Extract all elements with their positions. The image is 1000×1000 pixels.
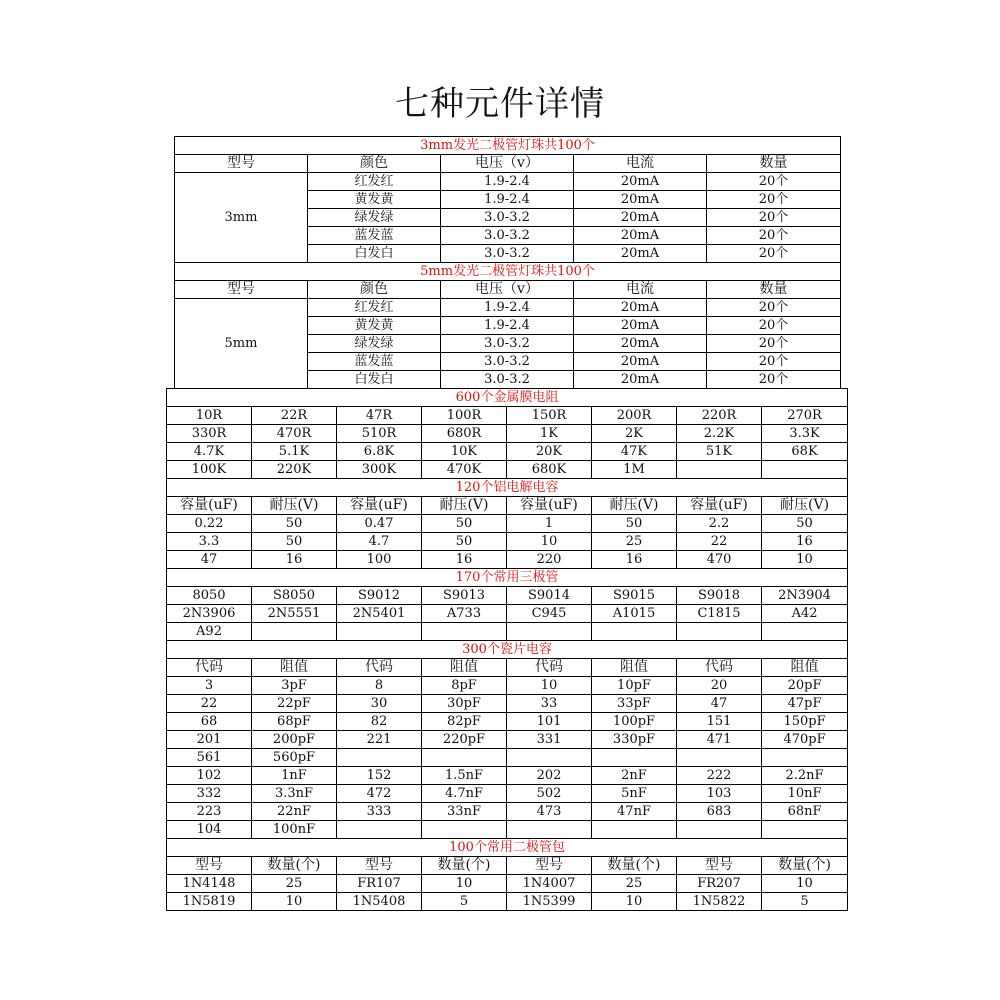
header-cell: 型号 <box>507 857 592 875</box>
table-cell <box>422 749 507 767</box>
table-cell: 333 <box>337 803 422 821</box>
table-cell: 2nF <box>592 767 677 785</box>
table-cell: 蓝发蓝 <box>308 353 441 371</box>
table-cell: 680K <box>507 461 592 479</box>
table-cell: 104 <box>167 821 252 839</box>
table-cell <box>762 623 848 641</box>
table-cell: 20个 <box>707 173 841 191</box>
header-cell: 耐压(V) <box>252 497 337 515</box>
table-cell: 33nF <box>422 803 507 821</box>
table-cell: 100 <box>337 551 422 569</box>
table-cell: 2N3906 <box>167 605 252 623</box>
table-cell: S9015 <box>592 587 677 605</box>
section-title-electrolytic: 120个铝电解电容 <box>167 479 848 497</box>
table-cell: 270R <box>762 407 848 425</box>
table-cell: 10 <box>507 677 592 695</box>
section-title-diode: 100个常用二极管包 <box>167 839 848 857</box>
table-cell: 20个 <box>707 335 841 353</box>
table-cell: 2N5401 <box>337 605 422 623</box>
table-cell: 4.7 <box>337 533 422 551</box>
header-cell: 容量(uF) <box>337 497 422 515</box>
table-cell: 472 <box>337 785 422 803</box>
table-cell: 471 <box>677 731 762 749</box>
table-cell: 红发红 <box>308 173 441 191</box>
header-cell: 耐压(V) <box>762 497 848 515</box>
table-cell: 50 <box>592 515 677 533</box>
table-cell <box>337 821 422 839</box>
table-cell: 1.9-2.4 <box>441 317 574 335</box>
table-cell: 10 <box>762 875 848 893</box>
table-cell: 16 <box>592 551 677 569</box>
table-cell: 82pF <box>422 713 507 731</box>
header-cell: 代码 <box>337 659 422 677</box>
table-cell: 20个 <box>707 371 841 389</box>
table-cell: 300K <box>337 461 422 479</box>
table-cell: 50 <box>252 533 337 551</box>
header-cell: 容量(uF) <box>677 497 762 515</box>
section-title-resistor: 600个金属膜电阻 <box>167 389 848 407</box>
table-cell: 4.7K <box>167 443 252 461</box>
header-cell: 电流 <box>574 155 707 173</box>
table-cell: 560pF <box>252 749 337 767</box>
header-cell: 数量(个) <box>762 857 848 875</box>
table-cell: 10K <box>422 443 507 461</box>
table-cell: 20 <box>677 677 762 695</box>
table-cell: 201 <box>167 731 252 749</box>
header-cell: 颜色 <box>308 281 441 299</box>
table-cell: 102 <box>167 767 252 785</box>
table-cell: 473 <box>507 803 592 821</box>
table-cell <box>677 749 762 767</box>
table-cell: 20mA <box>574 191 707 209</box>
table-cell: 33 <box>507 695 592 713</box>
header-cell: 电流 <box>574 281 707 299</box>
table-cell: 16 <box>422 551 507 569</box>
table-cell: 51K <box>677 443 762 461</box>
table-cell: 47 <box>167 551 252 569</box>
table-cell: 10 <box>252 893 337 911</box>
table-cell: 100R <box>422 407 507 425</box>
header-cell: 数量(个) <box>422 857 507 875</box>
table-cell <box>337 749 422 767</box>
table-cell: 6.8K <box>337 443 422 461</box>
table-cell: 470pF <box>762 731 848 749</box>
table-cell: 47pF <box>762 695 848 713</box>
table-cell: 68pF <box>252 713 337 731</box>
table-cell: 绿发绿 <box>308 209 441 227</box>
header-cell: 代码 <box>167 659 252 677</box>
table-cell: 2.2 <box>677 515 762 533</box>
table-cell: 100nF <box>252 821 337 839</box>
header-cell: 颜色 <box>308 155 441 173</box>
table-cell: 68 <box>167 713 252 731</box>
table-cell: 101 <box>507 713 592 731</box>
table-cell: 1M <box>592 461 677 479</box>
table-cell: 33pF <box>592 695 677 713</box>
table-cell: 25 <box>592 533 677 551</box>
model-cell: 3mm <box>175 173 308 263</box>
table-row <box>167 425 848 443</box>
header-cell: 容量(uF) <box>507 497 592 515</box>
table-row <box>167 767 848 785</box>
model-cell: 5mm <box>175 299 308 389</box>
led-3mm-table <box>174 136 841 263</box>
table-cell: 10pF <box>592 677 677 695</box>
table-row <box>167 731 848 749</box>
table-cell: 223 <box>167 803 252 821</box>
table-cell: 1nF <box>252 767 337 785</box>
table-cell: 1.9-2.4 <box>441 191 574 209</box>
table-cell: 3.0-3.2 <box>441 245 574 263</box>
table-cell: 8 <box>337 677 422 695</box>
table-cell: 202 <box>507 767 592 785</box>
header-cell: 容量(uF) <box>167 497 252 515</box>
table-cell: 100pF <box>592 713 677 731</box>
table-cell <box>762 461 848 479</box>
table-cell <box>677 821 762 839</box>
table-row <box>167 803 848 821</box>
table-cell: 22nF <box>252 803 337 821</box>
table-cell: 3.3 <box>167 533 252 551</box>
table-cell: 1K <box>507 425 592 443</box>
table-row <box>167 785 848 803</box>
led-5mm-table <box>174 262 841 389</box>
table-cell <box>592 623 677 641</box>
table-cell: 20mA <box>574 209 707 227</box>
table-cell: 8050 <box>167 587 252 605</box>
table-cell: C1815 <box>677 605 762 623</box>
header-cell: 耐压(V) <box>422 497 507 515</box>
table-cell: 20K <box>507 443 592 461</box>
table-cell: S9013 <box>422 587 507 605</box>
header-cell: 耐压(V) <box>592 497 677 515</box>
table-cell: 50 <box>422 515 507 533</box>
header-cell: 数量 <box>707 281 841 299</box>
table-cell: S9012 <box>337 587 422 605</box>
table-cell: 561 <box>167 749 252 767</box>
table-cell: 25 <box>592 875 677 893</box>
table-cell: 680R <box>422 425 507 443</box>
table-cell: 20mA <box>574 371 707 389</box>
table-cell: C945 <box>507 605 592 623</box>
table-cell: 50 <box>762 515 848 533</box>
table-cell: A42 <box>762 605 848 623</box>
table-cell: 绿发绿 <box>308 335 441 353</box>
table-cell: 10 <box>762 551 848 569</box>
table-cell: 3.0-3.2 <box>441 335 574 353</box>
table-cell: 220R <box>677 407 762 425</box>
table-cell <box>422 623 507 641</box>
table-cell: 30 <box>337 695 422 713</box>
table-cell: 221 <box>337 731 422 749</box>
table-cell: A92 <box>167 623 252 641</box>
table-cell <box>337 623 422 641</box>
table-row <box>167 533 848 551</box>
table-cell: 20mA <box>574 353 707 371</box>
table-cell: 20个 <box>707 353 841 371</box>
table-cell: 1N5399 <box>507 893 592 911</box>
table-row <box>167 587 848 605</box>
header-cell: 数量(个) <box>252 857 337 875</box>
table-cell: S8050 <box>252 587 337 605</box>
table-cell: 50 <box>422 533 507 551</box>
header-cell: 阻值 <box>422 659 507 677</box>
table-row <box>167 893 848 911</box>
header-cell: 数量(个) <box>592 857 677 875</box>
table-cell: 200R <box>592 407 677 425</box>
table-cell: 22 <box>677 533 762 551</box>
table-cell: 30pF <box>422 695 507 713</box>
section-title-ceramic: 300个瓷片电容 <box>167 641 848 659</box>
table-cell: 68nF <box>762 803 848 821</box>
table-cell: FR107 <box>337 875 422 893</box>
table-cell: 103 <box>677 785 762 803</box>
table-cell: 3.3K <box>762 425 848 443</box>
table-cell: 20个 <box>707 299 841 317</box>
table-cell: 10 <box>507 533 592 551</box>
table-cell: 20mA <box>574 245 707 263</box>
section-title: 3mm发光二极管灯珠共100个 <box>175 137 841 155</box>
table-cell: 22pF <box>252 695 337 713</box>
table-cell: 151 <box>677 713 762 731</box>
header-cell: 代码 <box>677 659 762 677</box>
table-cell: 5 <box>762 893 848 911</box>
table-cell: 10 <box>422 875 507 893</box>
table-cell: 3.0-3.2 <box>441 227 574 245</box>
table-cell: 20个 <box>707 245 841 263</box>
table-cell: 5.1K <box>252 443 337 461</box>
table-cell: 红发红 <box>308 299 441 317</box>
table-cell: 20个 <box>707 227 841 245</box>
table-cell <box>762 821 848 839</box>
table-row <box>167 677 848 695</box>
table-cell: 20个 <box>707 317 841 335</box>
table-cell: 3pF <box>252 677 337 695</box>
section-title: 5mm发光二极管灯珠共100个 <box>175 263 841 281</box>
table-cell: 68K <box>762 443 848 461</box>
table-row <box>167 443 848 461</box>
table-cell: 0.22 <box>167 515 252 533</box>
section-title-transistor: 170个常用三极管 <box>167 569 848 587</box>
header-cell: 型号 <box>337 857 422 875</box>
table-row <box>167 875 848 893</box>
table-cell <box>507 821 592 839</box>
table-cell: 332 <box>167 785 252 803</box>
header-cell: 阻值 <box>252 659 337 677</box>
table-cell <box>592 821 677 839</box>
table-cell: 1.9-2.4 <box>441 173 574 191</box>
table-cell: 20个 <box>707 191 841 209</box>
table-cell <box>592 749 677 767</box>
table-cell: 330pF <box>592 731 677 749</box>
table-row <box>167 605 848 623</box>
table-cell <box>677 461 762 479</box>
table-cell: 200pF <box>252 731 337 749</box>
table-cell: 8pF <box>422 677 507 695</box>
table-cell: 220pF <box>422 731 507 749</box>
table-cell: 4.7nF <box>422 785 507 803</box>
table-cell: A733 <box>422 605 507 623</box>
table-cell: 502 <box>507 785 592 803</box>
table-cell: 1.5nF <box>422 767 507 785</box>
table-cell: 47R <box>337 407 422 425</box>
table-cell: 470K <box>422 461 507 479</box>
table-cell: 16 <box>762 533 848 551</box>
table-cell <box>762 749 848 767</box>
table-cell: 20个 <box>707 209 841 227</box>
table-cell: 20mA <box>574 299 707 317</box>
header-cell: 型号 <box>677 857 762 875</box>
table-cell <box>507 749 592 767</box>
table-cell: 22 <box>167 695 252 713</box>
table-cell: 16 <box>252 551 337 569</box>
table-cell: FR207 <box>677 875 762 893</box>
header-cell: 阻值 <box>592 659 677 677</box>
table-cell: 10 <box>592 893 677 911</box>
header-cell: 型号 <box>175 281 308 299</box>
table-cell: 3.3nF <box>252 785 337 803</box>
page-title: 七种元件详情 <box>395 84 605 124</box>
table-cell: 黄发黄 <box>308 191 441 209</box>
table-cell: 1N5822 <box>677 893 762 911</box>
header-cell: 阻值 <box>762 659 848 677</box>
table-row <box>167 821 848 839</box>
table-cell: 152 <box>337 767 422 785</box>
table-cell: 蓝发蓝 <box>308 227 441 245</box>
table-cell: 0.47 <box>337 515 422 533</box>
table-cell: S9018 <box>677 587 762 605</box>
table-cell: 150pF <box>762 713 848 731</box>
table-cell: 2.2nF <box>762 767 848 785</box>
table-cell: 3.0-3.2 <box>441 353 574 371</box>
header-cell: 电压（v） <box>441 155 574 173</box>
table-cell: 2N3904 <box>762 587 848 605</box>
table-cell: 82 <box>337 713 422 731</box>
components-table <box>166 388 848 911</box>
header-cell: 型号 <box>167 857 252 875</box>
table-cell: 100K <box>167 461 252 479</box>
table-cell: 2.2K <box>677 425 762 443</box>
header-cell: 代码 <box>507 659 592 677</box>
table-cell: 222 <box>677 767 762 785</box>
header-cell: 数量 <box>707 155 841 173</box>
table-row <box>167 515 848 533</box>
table-cell: 470 <box>677 551 762 569</box>
table-cell: 1N5819 <box>167 893 252 911</box>
table-cell: 5 <box>422 893 507 911</box>
table-cell: 5nF <box>592 785 677 803</box>
table-cell: 510R <box>337 425 422 443</box>
table-row <box>167 461 848 479</box>
table-cell: 470R <box>252 425 337 443</box>
table-cell: 20mA <box>574 335 707 353</box>
table-cell: 20pF <box>762 677 848 695</box>
table-cell: 白发白 <box>308 245 441 263</box>
table-cell: 331 <box>507 731 592 749</box>
table-cell: 220K <box>252 461 337 479</box>
table-row <box>167 407 848 425</box>
table-cell: 47 <box>677 695 762 713</box>
table-cell <box>677 623 762 641</box>
table-cell: 1N4148 <box>167 875 252 893</box>
table-cell: 1.9-2.4 <box>441 299 574 317</box>
table-cell <box>422 821 507 839</box>
table-cell: 1N4007 <box>507 875 592 893</box>
table-cell: 黄发黄 <box>308 317 441 335</box>
table-row <box>167 713 848 731</box>
table-cell <box>507 623 592 641</box>
table-cell: 2N5551 <box>252 605 337 623</box>
table-cell: 20mA <box>574 173 707 191</box>
table-cell: S9014 <box>507 587 592 605</box>
table-cell: 2K <box>592 425 677 443</box>
table-row <box>167 695 848 713</box>
table-cell: 22R <box>252 407 337 425</box>
table-row <box>167 623 848 641</box>
table-cell: 3.0-3.2 <box>441 371 574 389</box>
table-cell: 1 <box>507 515 592 533</box>
table-cell: A1015 <box>592 605 677 623</box>
table-cell: 3.0-3.2 <box>441 209 574 227</box>
table-cell: 3 <box>167 677 252 695</box>
table-cell: 50 <box>252 515 337 533</box>
table-cell: 10nF <box>762 785 848 803</box>
header-cell: 型号 <box>175 155 308 173</box>
table-cell: 330R <box>167 425 252 443</box>
table-row <box>167 749 848 767</box>
table-cell: 47K <box>592 443 677 461</box>
table-cell: 20mA <box>574 227 707 245</box>
table-cell: 20mA <box>574 317 707 335</box>
table-cell: 47nF <box>592 803 677 821</box>
table-cell: 10R <box>167 407 252 425</box>
table-cell: 220 <box>507 551 592 569</box>
table-cell: 150R <box>507 407 592 425</box>
table-row <box>167 551 848 569</box>
table-cell <box>252 623 337 641</box>
header-cell: 电压（v） <box>441 281 574 299</box>
table-cell: 白发白 <box>308 371 441 389</box>
table-cell: 1N5408 <box>337 893 422 911</box>
table-cell: 25 <box>252 875 337 893</box>
table-cell: 683 <box>677 803 762 821</box>
